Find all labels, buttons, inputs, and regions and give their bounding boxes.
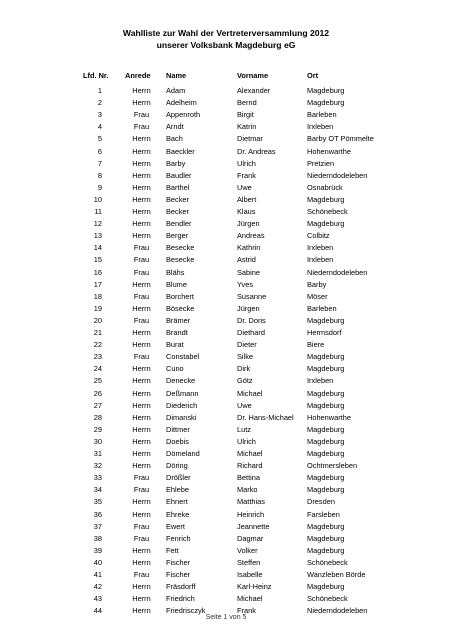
row-name: Ehnert — [166, 497, 188, 507]
row-anrede: Herrn — [132, 303, 151, 313]
row-name: Bach — [166, 134, 183, 144]
row-anrede: Frau — [133, 291, 150, 301]
table-row — [0, 218, 452, 229]
row-name: Doebis — [166, 436, 190, 446]
row-vorname: Michael — [237, 449, 263, 458]
table-row — [0, 194, 452, 205]
row-name: Appenroth — [166, 110, 201, 120]
row-vorname: Dieter — [237, 340, 257, 350]
table-row — [0, 448, 452, 459]
table-row — [0, 472, 452, 483]
document-title: Wahlliste zur Wahl der Vertreterversammlung 2012 — [122, 28, 330, 38]
row-ort: Biere — [307, 340, 325, 350]
table-row — [0, 557, 452, 568]
row-vorname: Matthias — [237, 497, 265, 507]
row-name: Barthel — [166, 182, 190, 192]
row-vorname: Michael — [237, 594, 263, 604]
table-row — [0, 182, 452, 193]
row-ort: Magdeburg — [307, 352, 345, 362]
table-row — [0, 388, 452, 399]
row-nr: 18 — [93, 291, 102, 301]
row-vorname: Jürgen — [237, 219, 260, 229]
row-ort: Niederndodeleben — [307, 267, 368, 277]
row-vorname: Silke — [237, 352, 254, 362]
row-ort: Niederndodeleben — [307, 170, 368, 180]
row-name: Fischer — [166, 557, 191, 567]
page-footer: Seite 1 von 5 — [205, 614, 247, 621]
row-ort: Magdeburg — [307, 219, 345, 229]
row-name: Ewert — [166, 521, 185, 531]
row-ort: Barleben — [307, 110, 337, 120]
row-anrede: Herrn — [132, 279, 151, 289]
row-name: Fett — [166, 545, 179, 555]
table-row — [0, 267, 452, 278]
row-vorname: Dr. Andreas — [237, 146, 276, 156]
table-row — [0, 581, 452, 592]
row-ort: Magdeburg — [307, 533, 345, 543]
row-name: Burat — [166, 340, 184, 350]
row-nr: 23 — [93, 352, 102, 362]
row-ort: Irxleben — [307, 243, 334, 253]
row-name: Blume — [166, 279, 187, 289]
row-name: Adelheim — [166, 98, 197, 108]
row-vorname: Isabelle — [237, 570, 263, 579]
table-row — [0, 375, 452, 386]
row-ort: Magdeburg — [307, 400, 345, 410]
row-name: Blähs — [166, 267, 185, 277]
table-row — [0, 545, 452, 556]
row-vorname: Marko — [237, 485, 258, 495]
row-ort: Hohenwarthe — [307, 146, 351, 156]
row-ort: Magdeburg — [307, 194, 345, 204]
table-row — [0, 351, 452, 362]
table-row — [0, 509, 452, 520]
row-name: Friedrisczyk — [166, 606, 206, 616]
row-ort: Barby OT Pömmelte — [307, 134, 374, 144]
row-vorname: Jeannette — [237, 521, 270, 531]
row-nr: 32 — [93, 461, 102, 471]
row-name: Bösecke — [166, 303, 195, 313]
row-ort: Magdeburg — [307, 364, 345, 374]
row-vorname: Bernd — [237, 98, 257, 108]
row-nr: 25 — [93, 376, 102, 386]
row-vorname: Kathrin — [237, 243, 261, 253]
table-row — [0, 85, 452, 96]
row-vorname: Frank — [237, 170, 256, 180]
row-nr: 1 — [97, 86, 102, 95]
row-ort: Möser — [307, 291, 328, 301]
header-ort: Ort — [307, 71, 319, 80]
table-row — [0, 109, 452, 120]
table-row — [0, 303, 452, 314]
table-row — [0, 412, 452, 423]
header-vorname: Vorname — [237, 71, 269, 80]
row-nr: 26 — [93, 388, 102, 398]
row-vorname: Alexander — [237, 86, 271, 95]
table-row — [0, 291, 452, 302]
row-nr: 31 — [93, 449, 102, 458]
row-name: Becker — [166, 207, 190, 216]
row-ort: Magdeburg — [307, 86, 345, 95]
row-nr: 3 — [97, 110, 102, 120]
row-nr: 19 — [93, 303, 102, 313]
row-nr: 16 — [93, 267, 102, 277]
row-name: Dimanski — [166, 412, 197, 422]
row-anrede: Herrn — [132, 400, 151, 410]
row-anrede: Herrn — [132, 98, 151, 108]
row-nr: 34 — [93, 485, 102, 495]
row-vorname: Steffen — [237, 557, 261, 567]
row-ort: Schönebeck — [307, 594, 348, 604]
row-ort: Magdeburg — [307, 449, 345, 458]
row-nr: 33 — [93, 473, 102, 483]
row-anrede: Herrn — [132, 231, 151, 241]
row-vorname: Frank — [237, 606, 256, 616]
row-anrede: Frau — [133, 533, 150, 543]
row-vorname: Sabine — [237, 267, 261, 277]
row-name: Ehreke — [166, 509, 190, 519]
row-anrede: Frau — [133, 255, 150, 265]
row-anrede: Herrn — [132, 146, 151, 156]
row-anrede: Herrn — [132, 449, 151, 458]
row-nr: 41 — [93, 570, 102, 579]
table-row — [0, 254, 452, 265]
row-vorname: Ulrich — [237, 436, 256, 446]
row-nr: 39 — [93, 545, 102, 555]
row-nr: 2 — [97, 98, 102, 108]
table-row — [0, 242, 452, 253]
row-name: Dömeland — [166, 449, 200, 458]
table-row — [0, 363, 452, 374]
table-row — [0, 424, 452, 435]
row-nr: 12 — [93, 219, 102, 229]
row-anrede: Herrn — [132, 557, 151, 567]
header-nr: Lfd. Nr. — [83, 71, 109, 80]
row-name: Fischer — [166, 570, 191, 579]
table-row — [0, 460, 452, 471]
row-ort: Niederndodeleben — [307, 606, 368, 616]
row-ort: Magdeburg — [307, 582, 345, 592]
row-name: Diederich — [166, 400, 198, 410]
table-row — [0, 146, 452, 157]
row-nr: 35 — [93, 497, 102, 507]
row-ort: Pretzien — [307, 158, 335, 168]
row-anrede: Herrn — [132, 219, 151, 229]
row-nr: 40 — [93, 557, 102, 567]
table-row — [0, 593, 452, 604]
row-ort: Schönebeck — [307, 207, 348, 216]
row-name: Denecke — [166, 376, 196, 386]
row-nr: 36 — [93, 509, 102, 519]
row-vorname: Yves — [237, 279, 254, 289]
row-ort: Magdeburg — [307, 436, 345, 446]
row-nr: 29 — [93, 424, 102, 434]
row-anrede: Frau — [133, 570, 150, 579]
row-name: Ehlebe — [166, 485, 190, 495]
table-row — [0, 484, 452, 495]
row-anrede: Herrn — [132, 340, 151, 350]
row-ort: Wanzleben Börde — [307, 570, 366, 579]
table-row — [0, 133, 452, 144]
table-row — [0, 533, 452, 544]
row-vorname: Michael — [237, 388, 263, 398]
row-name: Cuno — [166, 364, 184, 374]
row-nr: 10 — [93, 194, 102, 204]
row-vorname: Uwe — [237, 182, 252, 192]
row-vorname: Dagmar — [237, 533, 264, 543]
row-vorname: Götz — [237, 376, 253, 386]
row-vorname: Karl-Heinz — [237, 582, 272, 592]
table-row — [0, 521, 452, 532]
row-vorname: Ulrich — [237, 158, 256, 168]
row-nr: 24 — [93, 364, 102, 374]
row-anrede: Frau — [133, 267, 150, 277]
row-nr: 15 — [93, 255, 102, 265]
row-ort: Barby — [307, 279, 327, 289]
table-row — [0, 315, 452, 326]
row-name: Döring — [166, 461, 188, 471]
row-vorname: Albert — [237, 194, 257, 204]
row-vorname: Jürgen — [237, 303, 260, 313]
row-vorname: Heinrich — [237, 509, 265, 519]
table-row — [0, 170, 452, 181]
row-anrede: Herrn — [132, 158, 151, 168]
row-nr: 30 — [93, 436, 102, 446]
row-ort: Osnabrück — [307, 182, 343, 192]
row-ort: Magdeburg — [307, 315, 345, 325]
row-ort: Magdeburg — [307, 388, 345, 398]
row-nr: 42 — [93, 582, 102, 592]
row-name: Barby — [166, 158, 186, 168]
row-anrede: Herrn — [132, 461, 151, 471]
row-anrede: Herrn — [132, 328, 151, 337]
table-row — [0, 279, 452, 290]
row-anrede: Frau — [133, 485, 150, 495]
row-ort: Hermsdorf — [307, 328, 342, 337]
table-row — [0, 206, 452, 217]
row-anrede: Herrn — [132, 376, 151, 386]
row-vorname: Lutz — [237, 424, 251, 434]
header-name: Name — [166, 71, 187, 80]
row-anrede: Herrn — [132, 412, 151, 422]
row-name: Besecke — [166, 243, 195, 253]
row-ort: Magdeburg — [307, 424, 345, 434]
row-name: Dittmer — [166, 424, 190, 434]
row-anrede: Herrn — [132, 364, 151, 374]
row-ort: Magdeburg — [307, 485, 345, 495]
row-name: Becker — [166, 194, 190, 204]
row-name: Baudler — [166, 170, 192, 180]
row-nr: 22 — [93, 340, 102, 350]
row-anrede: Herrn — [132, 594, 151, 604]
row-nr: 5 — [97, 134, 102, 144]
row-nr: 4 — [97, 122, 102, 132]
table-row — [0, 158, 452, 169]
row-anrede: Herrn — [132, 436, 151, 446]
header-anrede: Anrede — [125, 71, 151, 80]
row-vorname: Andreas — [237, 231, 265, 241]
row-anrede: Herrn — [132, 388, 151, 398]
row-name: Friedrich — [166, 594, 195, 604]
row-vorname: Diethard — [237, 328, 265, 337]
row-anrede: Herrn — [132, 194, 151, 204]
row-anrede: Herrn — [132, 182, 151, 192]
row-anrede: Frau — [133, 352, 150, 362]
table-row — [0, 327, 452, 338]
row-anrede: Herrn — [132, 424, 151, 434]
row-nr: 17 — [93, 279, 102, 289]
row-name: Borchert — [166, 291, 194, 301]
row-vorname: Susanne — [237, 291, 267, 301]
row-anrede: Frau — [133, 521, 150, 531]
row-name: Fenrich — [166, 533, 191, 543]
table-row — [0, 436, 452, 447]
row-ort: Magdeburg — [307, 98, 345, 108]
row-anrede: Herrn — [132, 134, 151, 144]
row-nr: 11 — [94, 207, 102, 216]
row-ort: Irxleben — [307, 376, 334, 386]
table-row — [0, 400, 452, 411]
row-anrede: Herrn — [132, 86, 151, 95]
row-nr: 43 — [93, 594, 102, 604]
row-anrede: Frau — [133, 243, 150, 253]
row-ort: Schönebeck — [307, 557, 348, 567]
row-vorname: Volker — [237, 545, 258, 555]
row-nr: 37 — [93, 521, 102, 531]
row-name: Bendler — [166, 219, 192, 229]
row-ort: Colbitz — [307, 231, 330, 241]
row-nr: 38 — [93, 533, 102, 543]
row-name: Constabel — [166, 352, 200, 362]
row-ort: Farsleben — [307, 509, 340, 519]
row-nr: 7 — [97, 158, 102, 168]
row-anrede: Frau — [133, 473, 150, 483]
document-subtitle: unserer Volksbank Magdeburg eG — [156, 40, 296, 50]
table-row — [0, 121, 452, 132]
row-name: Berger — [166, 231, 189, 241]
row-ort: Ochtmersleben — [307, 461, 358, 471]
row-vorname: Uwe — [237, 400, 252, 410]
row-anrede: Herrn — [132, 170, 151, 180]
row-anrede: Herrn — [132, 582, 151, 592]
row-vorname: Dirk — [237, 364, 251, 374]
row-nr: 14 — [93, 243, 102, 253]
row-name: Drößler — [166, 473, 191, 483]
row-vorname: Bettina — [237, 473, 261, 483]
row-ort: Irxleben — [307, 122, 334, 132]
row-nr: 8 — [97, 170, 102, 180]
row-ort: Irxleben — [307, 255, 334, 265]
row-name: Brandt — [166, 328, 188, 337]
row-name: Arndt — [166, 122, 184, 132]
row-anrede: Herrn — [132, 207, 151, 216]
row-name: Baeckler — [166, 146, 195, 156]
row-anrede: Herrn — [132, 606, 151, 616]
row-vorname: Dr. Hans-Michael — [237, 412, 294, 422]
row-anrede: Frau — [133, 110, 150, 120]
row-nr: 20 — [93, 315, 102, 325]
row-name: Besecke — [166, 255, 195, 265]
row-anrede: Herrn — [132, 545, 151, 555]
row-nr: 6 — [97, 146, 102, 156]
row-vorname: Katrin — [237, 122, 257, 132]
row-name: Fräsdorff — [166, 582, 196, 592]
row-name: Adam — [166, 86, 186, 95]
table-row — [0, 496, 452, 507]
row-anrede: Frau — [133, 122, 150, 132]
row-vorname: Astrid — [237, 255, 256, 265]
row-anrede: Herrn — [132, 509, 151, 519]
row-nr: 27 — [93, 400, 102, 410]
row-name: Brämer — [166, 315, 191, 325]
row-name: Deßmann — [166, 388, 199, 398]
table-row — [0, 97, 452, 108]
row-ort: Magdeburg — [307, 545, 345, 555]
row-nr: 44 — [93, 606, 102, 616]
row-anrede: Herrn — [132, 497, 151, 507]
table-row — [0, 230, 452, 241]
row-vorname: Birgit — [237, 110, 254, 120]
table-row — [0, 569, 452, 580]
row-nr: 13 — [93, 231, 102, 241]
table-row — [0, 339, 452, 350]
row-ort: Barleben — [307, 303, 337, 313]
row-ort: Magdeburg — [307, 473, 345, 483]
row-nr: 21 — [93, 328, 102, 337]
row-nr: 9 — [97, 182, 102, 192]
row-ort: Dresden — [307, 497, 335, 507]
row-ort: Magdeburg — [307, 521, 345, 531]
row-vorname: Dietmar — [237, 134, 263, 144]
row-vorname: Richard — [237, 461, 263, 471]
row-anrede: Frau — [133, 315, 150, 325]
row-vorname: Dr. Doris — [237, 315, 266, 325]
row-nr: 28 — [93, 412, 102, 422]
row-ort: Hohenwarthe — [307, 412, 351, 422]
row-vorname: Klaus — [237, 207, 256, 216]
